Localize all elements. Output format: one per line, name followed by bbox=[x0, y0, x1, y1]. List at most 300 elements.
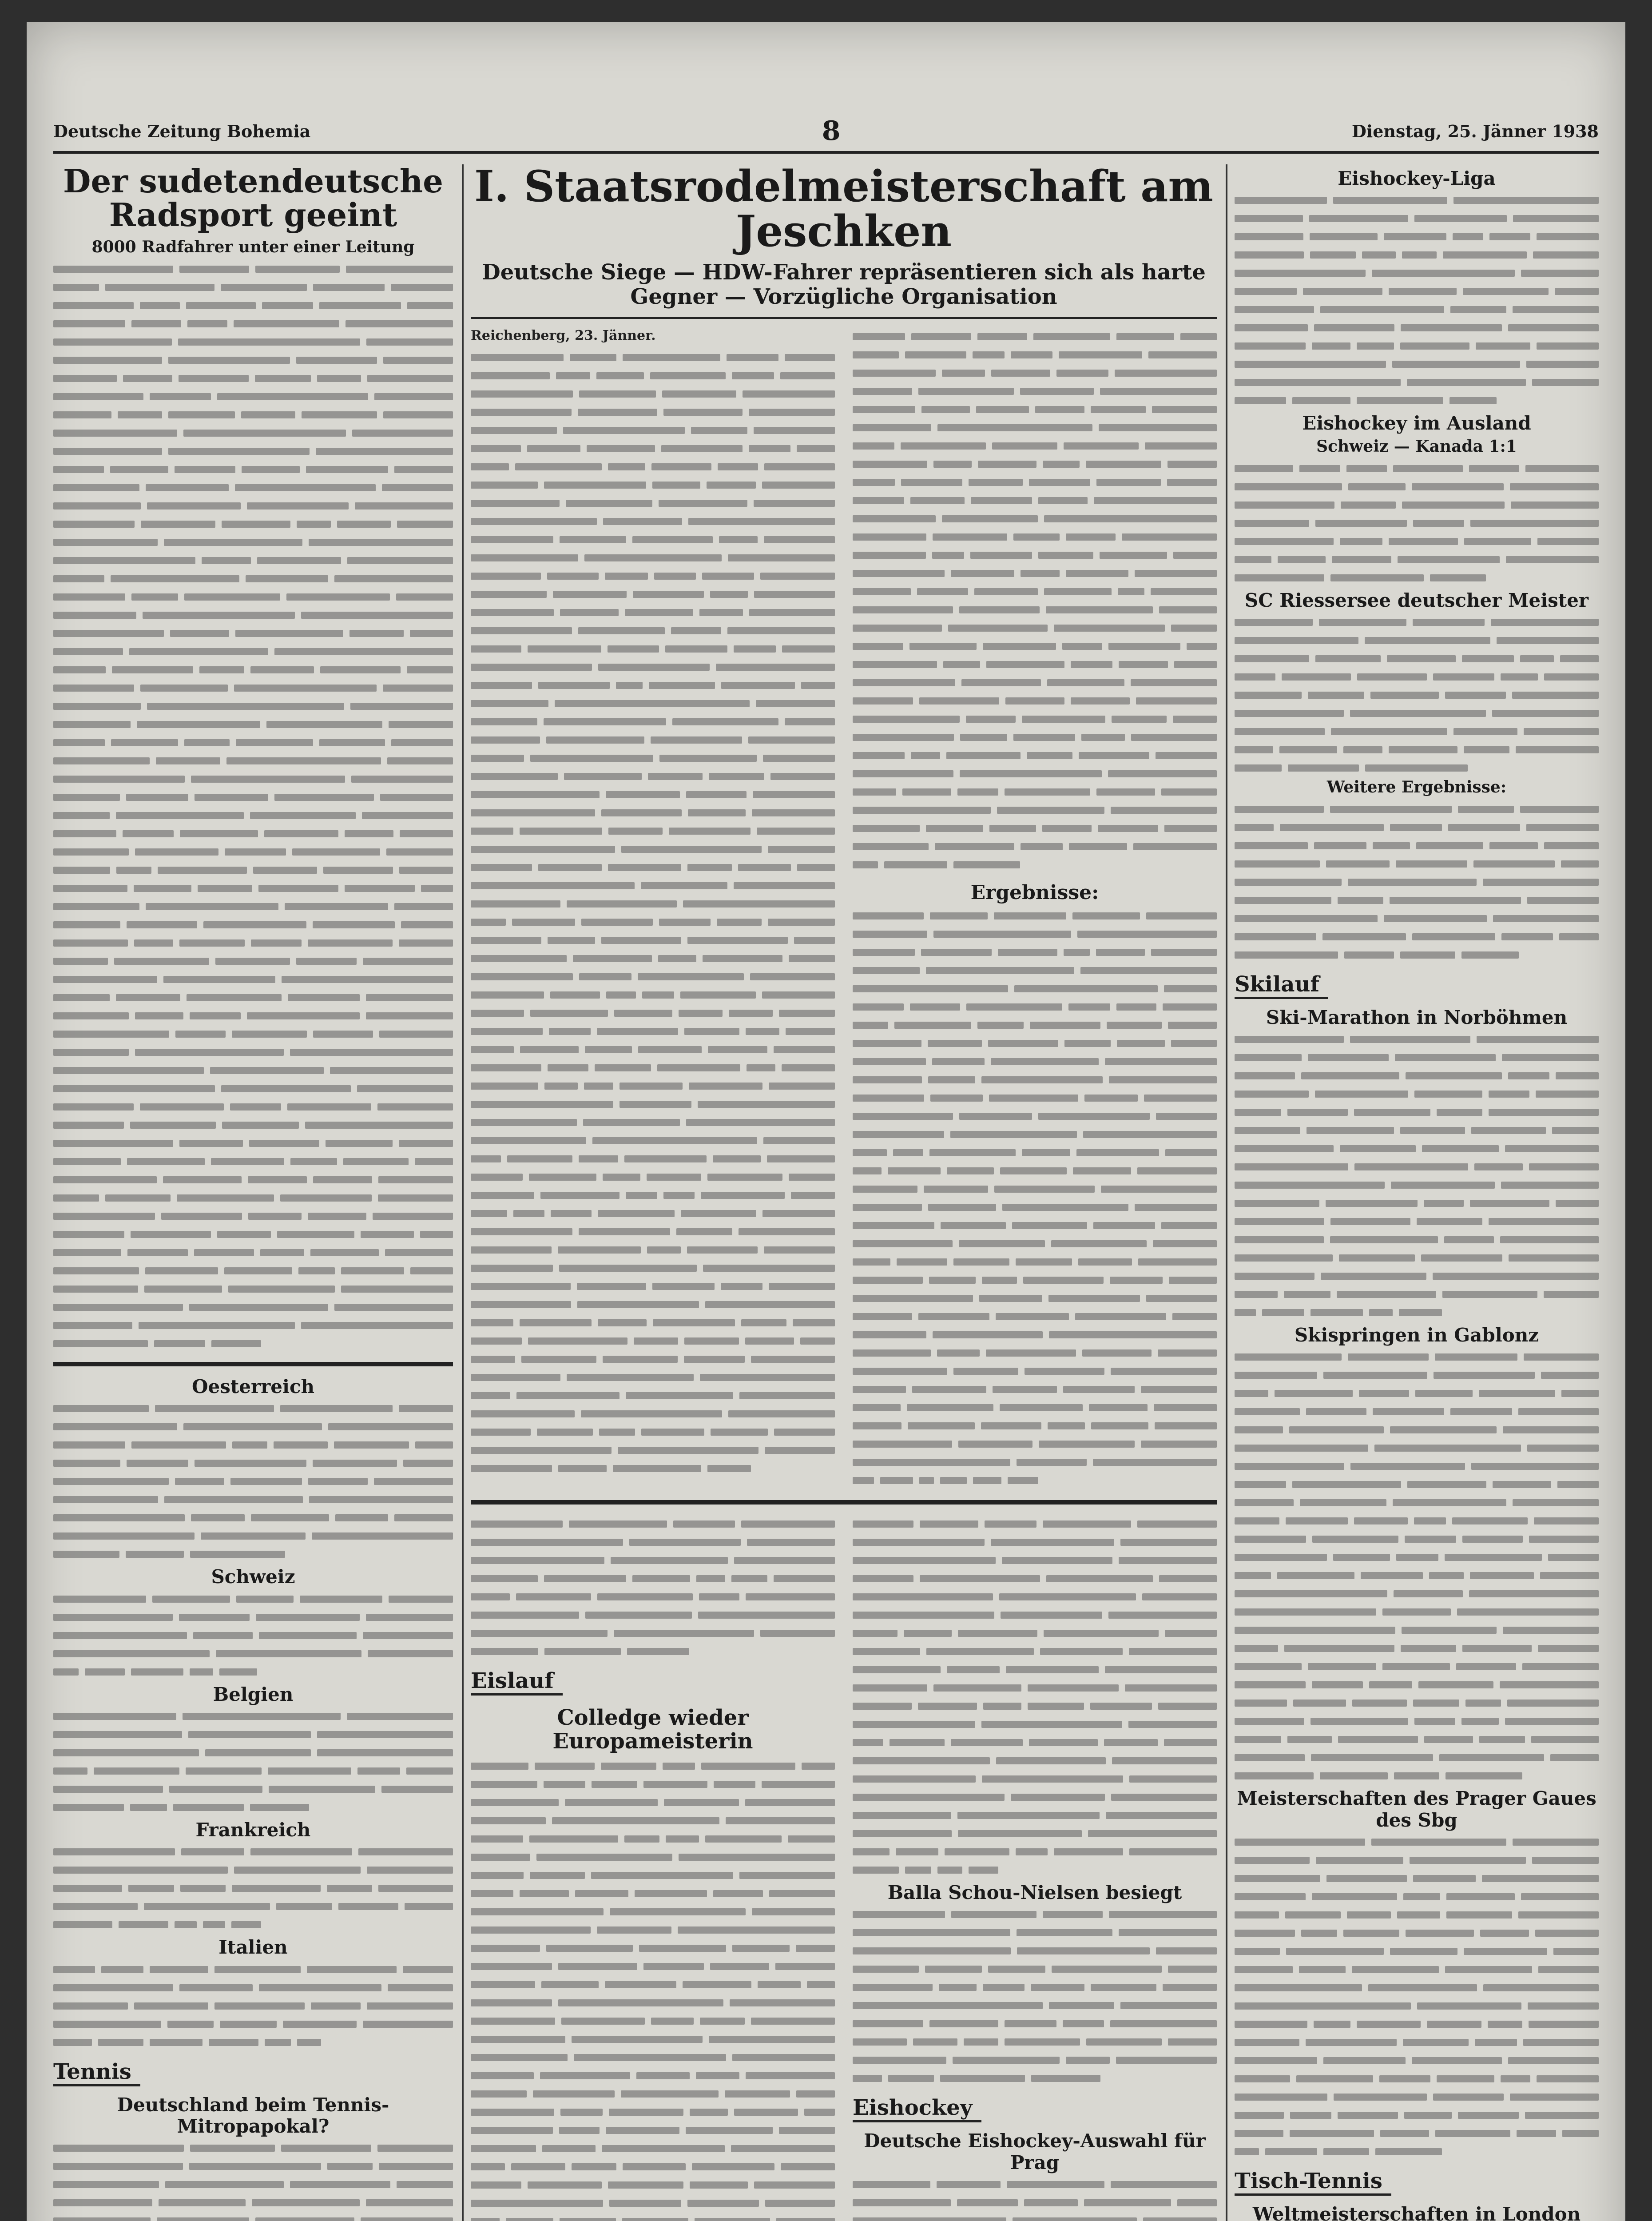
text-line bbox=[1235, 837, 1599, 854]
text-line bbox=[471, 896, 835, 912]
text-line bbox=[853, 802, 1217, 819]
text-line bbox=[471, 2086, 835, 2102]
text-line bbox=[1235, 192, 1599, 209]
article-body bbox=[853, 1906, 1217, 2087]
text-line bbox=[853, 1552, 1217, 1569]
text-line bbox=[53, 1044, 453, 1061]
text-line bbox=[853, 1661, 1217, 1678]
text-line bbox=[471, 987, 835, 1003]
text-line bbox=[53, 1744, 453, 1761]
text-line bbox=[1235, 1250, 1599, 1266]
text-line bbox=[1235, 1213, 1599, 1230]
text-line bbox=[471, 1132, 835, 1149]
text-line bbox=[1235, 1049, 1599, 1066]
text-line bbox=[853, 999, 1217, 1015]
text-line bbox=[53, 716, 453, 733]
text-line bbox=[1235, 705, 1599, 722]
text-line bbox=[853, 1534, 1217, 1551]
text-line bbox=[53, 1317, 453, 1334]
article-body bbox=[53, 261, 453, 1352]
text-line bbox=[853, 1862, 998, 1879]
text-line bbox=[53, 1117, 453, 1134]
text-line bbox=[1235, 1998, 1599, 2014]
text-line bbox=[853, 1436, 1217, 1453]
text-line bbox=[53, 1491, 453, 1508]
text-line bbox=[53, 1546, 285, 1563]
text-line bbox=[853, 820, 1217, 837]
text-line bbox=[53, 1609, 453, 1626]
text-line bbox=[853, 1345, 1217, 1361]
article-headline: Deutschland beim Tennis-Mitropapokal? bbox=[117, 2094, 389, 2137]
text-line bbox=[53, 1281, 453, 1298]
article-body bbox=[1235, 192, 1599, 409]
text-line bbox=[53, 844, 453, 860]
text-line bbox=[53, 989, 453, 1006]
text-line bbox=[853, 1771, 1217, 1787]
text-line bbox=[53, 516, 453, 533]
text-line bbox=[1235, 1086, 1599, 1103]
article-body bbox=[471, 1516, 835, 1660]
text-line bbox=[471, 367, 835, 384]
text-line bbox=[53, 1916, 261, 1933]
text-line bbox=[853, 1961, 1217, 1978]
text-line bbox=[53, 1862, 453, 1879]
text-line bbox=[471, 349, 835, 366]
text-line bbox=[53, 279, 453, 296]
text-line bbox=[53, 1062, 453, 1079]
text-line bbox=[53, 570, 453, 587]
text-line bbox=[1235, 247, 1599, 263]
text-line bbox=[53, 1799, 309, 1816]
article-body bbox=[471, 349, 835, 1477]
text-line bbox=[853, 1472, 1038, 1489]
text-line bbox=[471, 1867, 835, 1884]
results-block bbox=[53, 1591, 453, 1680]
text-line bbox=[853, 1516, 1217, 1532]
text-line bbox=[53, 1843, 453, 1860]
article-body bbox=[1235, 1031, 1599, 1321]
text-line bbox=[853, 656, 1217, 673]
text-line bbox=[853, 1144, 1217, 1161]
text-line bbox=[853, 365, 1217, 382]
text-line bbox=[853, 1607, 1217, 1624]
text-line bbox=[53, 261, 453, 278]
text-line bbox=[1235, 1140, 1599, 1157]
text-line bbox=[853, 2194, 1217, 2211]
newspaper-page bbox=[27, 22, 1625, 2221]
text-line bbox=[471, 1314, 835, 1331]
text-line bbox=[53, 1153, 453, 1170]
text-line bbox=[853, 765, 1217, 782]
text-line bbox=[53, 1763, 453, 1779]
text-line bbox=[853, 693, 1217, 709]
text-line bbox=[1235, 338, 1599, 354]
text-line bbox=[53, 1400, 453, 1417]
text-line bbox=[1235, 1852, 1599, 1869]
text-line bbox=[471, 1776, 835, 1793]
text-line bbox=[53, 734, 453, 751]
article-headline: Balla Schou-Nielsen besiegt bbox=[887, 1881, 1182, 1903]
text-line bbox=[1235, 301, 1599, 318]
text-line bbox=[1235, 515, 1599, 532]
text-line bbox=[471, 458, 835, 475]
text-line bbox=[471, 1812, 835, 1829]
text-line bbox=[53, 2140, 453, 2157]
text-line bbox=[1235, 1925, 1599, 1942]
text-line bbox=[853, 2070, 1100, 2087]
text-line bbox=[53, 461, 453, 478]
text-line bbox=[1235, 1403, 1599, 1420]
text-line bbox=[853, 1752, 1217, 1769]
text-line bbox=[1235, 2089, 1599, 2106]
text-line bbox=[853, 1254, 1217, 1270]
text-line bbox=[471, 2013, 835, 2030]
category-label: Skilauf bbox=[1235, 972, 1328, 999]
text-line bbox=[471, 1096, 835, 1113]
text-line bbox=[471, 641, 835, 657]
text-line bbox=[853, 492, 1217, 509]
text-line bbox=[1235, 687, 1599, 704]
text-line bbox=[471, 440, 835, 457]
text-line bbox=[1235, 741, 1599, 758]
text-line bbox=[853, 1807, 1217, 1824]
text-line bbox=[53, 1726, 453, 1743]
text-line bbox=[853, 1090, 1217, 1107]
text-line bbox=[853, 674, 1217, 691]
text-line bbox=[53, 971, 453, 988]
text-line bbox=[1235, 1676, 1599, 1693]
text-line bbox=[1235, 283, 1599, 300]
text-line bbox=[53, 789, 453, 806]
text-line bbox=[471, 1625, 835, 1642]
text-line bbox=[853, 747, 1217, 764]
text-line bbox=[53, 1645, 453, 1662]
results-block bbox=[53, 1400, 453, 1563]
text-line bbox=[53, 589, 453, 605]
category-label: Tisch-Tennis bbox=[1235, 2169, 1391, 2196]
text-line bbox=[53, 1026, 453, 1043]
text-line bbox=[1235, 2016, 1599, 2033]
text-line bbox=[1235, 819, 1599, 836]
text-line bbox=[471, 549, 835, 566]
article-body bbox=[1235, 460, 1599, 586]
text-line bbox=[471, 531, 835, 548]
text-line bbox=[471, 1940, 835, 1957]
text-line bbox=[53, 698, 453, 715]
article-subhead: Weitere Ergebnisse: bbox=[1326, 777, 1507, 796]
text-line bbox=[471, 1758, 835, 1775]
text-line bbox=[1235, 723, 1599, 740]
article-body bbox=[853, 328, 1217, 873]
dateline: Reichenberg, 23. Jänner. bbox=[471, 327, 656, 343]
category-label: Tennis bbox=[53, 2059, 140, 2086]
text-line bbox=[853, 1363, 1217, 1380]
text-line bbox=[53, 1226, 453, 1243]
text-line bbox=[53, 443, 453, 460]
text-line bbox=[53, 752, 453, 769]
text-line bbox=[1235, 1979, 1599, 1996]
text-line bbox=[53, 2176, 453, 2193]
text-line bbox=[53, 534, 453, 551]
text-line bbox=[1235, 2107, 1599, 2124]
text-line bbox=[1235, 650, 1599, 667]
text-line bbox=[1235, 1888, 1599, 1905]
text-line bbox=[471, 2213, 835, 2221]
text-line bbox=[53, 2034, 321, 2051]
text-line bbox=[471, 1023, 835, 1040]
text-line bbox=[853, 1643, 1217, 1660]
text-line bbox=[53, 771, 453, 788]
text-line bbox=[1235, 614, 1599, 631]
text-line bbox=[853, 1235, 1217, 1252]
text-line bbox=[1235, 2125, 1599, 2142]
text-line bbox=[471, 2067, 835, 2084]
text-line bbox=[471, 1223, 835, 1240]
text-line bbox=[53, 2016, 453, 2033]
text-line bbox=[53, 1591, 453, 1608]
text-line bbox=[471, 659, 835, 676]
text-line bbox=[471, 1607, 835, 1624]
section-heading: Schweiz bbox=[211, 1566, 295, 1588]
text-line bbox=[853, 1199, 1217, 1216]
text-line bbox=[1235, 265, 1599, 282]
article-headline: Meisterschaften des Prager Gaues des Sbg bbox=[1237, 1787, 1596, 1831]
text-line bbox=[853, 620, 1217, 637]
text-line bbox=[471, 1643, 689, 1660]
text-line bbox=[53, 1007, 453, 1024]
text-line bbox=[1235, 1531, 1599, 1548]
article-headline: Colledge wieder Europameisterin bbox=[552, 1705, 753, 1754]
text-line bbox=[471, 932, 835, 949]
text-line bbox=[1235, 1104, 1599, 1121]
text-line bbox=[853, 328, 1217, 345]
text-line bbox=[53, 1080, 453, 1097]
text-line bbox=[1235, 497, 1599, 513]
article-body bbox=[53, 2140, 453, 2221]
text-line bbox=[53, 1473, 453, 1490]
text-line bbox=[53, 1418, 453, 1435]
text-line bbox=[53, 643, 453, 660]
text-line bbox=[53, 388, 453, 405]
text-line bbox=[1235, 2034, 1599, 2051]
text-line bbox=[1235, 1604, 1599, 1620]
text-line bbox=[53, 825, 453, 842]
text-line bbox=[1235, 478, 1599, 495]
text-line bbox=[471, 1387, 835, 1404]
text-line bbox=[53, 1880, 453, 1897]
article-body bbox=[1235, 1834, 1599, 2160]
text-line bbox=[853, 2015, 1217, 2032]
text-line bbox=[853, 1290, 1217, 1307]
text-line bbox=[471, 1187, 835, 1204]
text-line bbox=[471, 732, 835, 748]
text-line bbox=[853, 711, 1217, 728]
text-line bbox=[471, 1205, 835, 1222]
text-line bbox=[53, 880, 453, 897]
text-line bbox=[53, 1664, 257, 1680]
text-line bbox=[471, 1078, 835, 1095]
text-line bbox=[471, 1994, 835, 2011]
text-line bbox=[853, 944, 1217, 961]
text-line bbox=[1235, 374, 1599, 391]
text-line bbox=[853, 838, 1217, 855]
article-headline: Deutsche Eishockey-Auswahl für Prag bbox=[864, 2130, 1206, 2173]
text-line bbox=[471, 1041, 835, 1058]
text-line bbox=[471, 877, 835, 894]
text-line bbox=[1235, 1567, 1599, 1584]
text-line bbox=[853, 926, 1217, 943]
text-line bbox=[1235, 1713, 1599, 1730]
text-line bbox=[1235, 1367, 1599, 1384]
text-line bbox=[471, 1369, 835, 1386]
text-line bbox=[53, 2213, 453, 2221]
text-line bbox=[1235, 1767, 1522, 1784]
text-line bbox=[471, 1976, 835, 1993]
article-body bbox=[1235, 614, 1599, 776]
text-line bbox=[1235, 460, 1599, 477]
article-body bbox=[1235, 1349, 1599, 1784]
text-line bbox=[1235, 569, 1486, 586]
text-line bbox=[471, 386, 835, 402]
text-line bbox=[471, 1333, 835, 1349]
text-line bbox=[53, 2194, 453, 2211]
text-line bbox=[471, 1903, 835, 1920]
text-line bbox=[471, 1460, 751, 1477]
text-line bbox=[1235, 856, 1599, 872]
text-line bbox=[471, 1405, 835, 1422]
section-heading: Oesterreich bbox=[191, 1376, 315, 1398]
text-line bbox=[471, 586, 835, 603]
text-line bbox=[853, 510, 1217, 527]
text-line bbox=[1235, 874, 1599, 891]
text-line bbox=[471, 713, 835, 730]
text-line bbox=[1235, 1349, 1599, 1365]
text-line bbox=[53, 1208, 453, 1225]
text-line bbox=[853, 1181, 1217, 1198]
text-line bbox=[1235, 947, 1519, 963]
issue-date: Dienstag, 25. Jänner 1938 bbox=[1351, 121, 1599, 141]
text-line bbox=[853, 1035, 1217, 1052]
text-line bbox=[53, 1244, 453, 1261]
text-line bbox=[853, 1326, 1217, 1343]
text-line bbox=[471, 1885, 835, 1902]
section-heading: Italien bbox=[218, 1936, 288, 1958]
text-line bbox=[471, 568, 835, 585]
text-line bbox=[853, 729, 1217, 746]
text-line bbox=[471, 495, 835, 512]
text-line bbox=[853, 2176, 1217, 2193]
text-line bbox=[53, 680, 453, 697]
text-line bbox=[1235, 1907, 1599, 1923]
article-headline: SC Riessersee deutscher Meister bbox=[1244, 589, 1589, 611]
masthead-left: Deutsche Zeitung Bohemia bbox=[53, 121, 311, 141]
text-line bbox=[471, 2049, 835, 2066]
text-line bbox=[853, 1625, 1217, 1642]
article-body bbox=[1235, 801, 1599, 963]
article-headline: Skispringen in Gablonz bbox=[1294, 1324, 1539, 1346]
text-line bbox=[1235, 1640, 1599, 1657]
text-line bbox=[1235, 1304, 1442, 1321]
text-line bbox=[853, 1843, 1217, 1860]
text-line bbox=[853, 1698, 1217, 1715]
text-line bbox=[853, 980, 1217, 997]
text-line bbox=[471, 2195, 835, 2212]
text-line bbox=[1235, 210, 1599, 227]
text-line bbox=[1235, 2070, 1599, 2087]
text-line bbox=[1235, 632, 1599, 649]
text-line bbox=[853, 1588, 1217, 1605]
text-line bbox=[853, 438, 1217, 454]
text-line bbox=[853, 1997, 1217, 2014]
text-line bbox=[53, 1262, 453, 1279]
text-line bbox=[53, 1627, 453, 1644]
text-line bbox=[853, 1399, 1217, 1416]
text-line bbox=[471, 950, 835, 967]
text-line bbox=[53, 315, 453, 332]
text-line bbox=[471, 859, 835, 876]
text-line bbox=[1235, 228, 1599, 245]
text-line bbox=[853, 784, 1217, 800]
text-line bbox=[471, 1424, 835, 1441]
text-line bbox=[1235, 2143, 1442, 2160]
text-line bbox=[53, 661, 453, 678]
text-line bbox=[1235, 1158, 1599, 1175]
text-line bbox=[1235, 1731, 1599, 1748]
text-line bbox=[1235, 533, 1599, 550]
text-line bbox=[53, 297, 453, 314]
text-line bbox=[471, 2122, 835, 2139]
text-line bbox=[853, 474, 1217, 491]
text-line bbox=[1235, 1458, 1599, 1475]
article-title: Der sudetendeutsche Radsport geeint bbox=[63, 164, 443, 234]
text-line bbox=[471, 677, 835, 694]
text-line bbox=[471, 1114, 835, 1131]
text-line bbox=[853, 1825, 1217, 1842]
text-line bbox=[1235, 319, 1599, 336]
article-headline: Weltmeisterschaften in London bbox=[1252, 2203, 1581, 2221]
text-line bbox=[853, 2213, 1217, 2221]
text-line bbox=[471, 1278, 835, 1295]
text-line bbox=[853, 908, 1217, 924]
page-header bbox=[53, 111, 1599, 154]
article-body bbox=[853, 2176, 1217, 2221]
text-line bbox=[471, 1958, 835, 1975]
text-line bbox=[53, 807, 453, 824]
text-line bbox=[471, 968, 835, 985]
text-line bbox=[471, 1534, 835, 1551]
text-line bbox=[1235, 1195, 1599, 1212]
text-line bbox=[53, 498, 453, 514]
column-center bbox=[471, 164, 1217, 2221]
text-line bbox=[471, 1794, 835, 1811]
article-subhead: Schweiz — Kanada 1:1 bbox=[1316, 437, 1517, 456]
text-line bbox=[853, 419, 1217, 436]
text-line bbox=[53, 370, 453, 387]
text-line bbox=[1235, 1658, 1599, 1675]
text-line bbox=[853, 383, 1217, 400]
text-line bbox=[53, 552, 453, 569]
text-line bbox=[471, 513, 835, 530]
text-line bbox=[471, 823, 835, 840]
text-line bbox=[471, 1552, 835, 1569]
column-divider bbox=[462, 164, 464, 2221]
text-line bbox=[53, 406, 453, 423]
section-heading: Belgien bbox=[213, 1683, 294, 1705]
text-line bbox=[853, 529, 1217, 545]
text-line bbox=[1235, 892, 1599, 909]
text-line bbox=[1235, 928, 1599, 945]
text-line bbox=[1235, 1494, 1599, 1511]
